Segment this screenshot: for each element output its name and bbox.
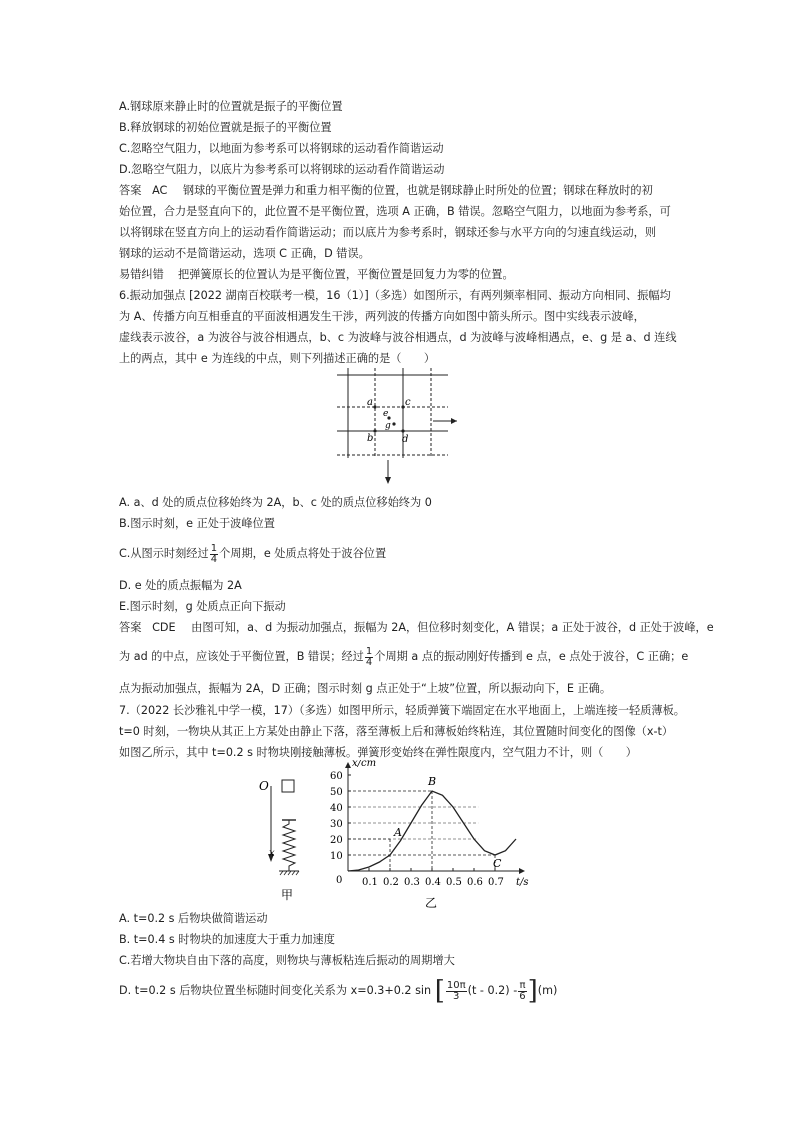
q5-mistake-line	[119, 268, 514, 282]
x-tick-label: 0.4	[425, 877, 441, 888]
chart-layer	[330, 760, 529, 888]
q5-answer-label: 答案	[119, 184, 142, 197]
left-bracket: [	[434, 976, 445, 1006]
q6-explain-fraction	[365, 647, 373, 668]
q7-stem-1: 7.（2022 长沙雅礼中学一模，17）（多选）如图甲所示，轻质弹簧下端固定在水平地面上，上端连接一轻质薄板。	[119, 704, 685, 717]
point-label-C: C	[493, 857, 502, 870]
y-tick-label: 60	[330, 771, 343, 782]
q5-mistake-label: 易错纠错	[119, 268, 164, 281]
q7-option-d-num2: π	[519, 979, 526, 991]
q6-answer-line-1	[119, 621, 714, 635]
q6-stem-4: 上的两点，其中 e 为连线的中点，则下列描述正确的是（ ）	[119, 352, 436, 365]
q5-explain-2: 始位置，合力是竖直向下的，此位置不是平衡位置，选项 A 正确，B 错误。忽略空气阻力，以地面为参考系，可	[119, 205, 671, 218]
y-axis-label: x/cm	[352, 760, 377, 769]
ground-hatch	[280, 871, 299, 875]
point-g	[392, 422, 395, 425]
y-axis-arrow-icon	[345, 762, 351, 768]
q7-option-d-fraction-1	[446, 981, 467, 1002]
q6-explain-frac-den: 4	[365, 656, 373, 668]
arrow-right-icon	[451, 418, 457, 424]
figure-yi-xt-chart	[320, 760, 540, 910]
q7-option-d-fraction-2	[518, 981, 526, 1002]
q6-option-c	[119, 540, 386, 568]
point-b	[373, 429, 376, 432]
q6-explain-3: 点为振动加强点，振幅为 2A，D 正确；图示时刻 g 点正处于“上坡”位置，所以振动向下，E 正确。	[119, 682, 612, 695]
q7-option-b: B. t=0.4 s 时物块的加速度大于重力加速度	[119, 933, 335, 946]
point-d	[401, 429, 404, 432]
q6-option-c-frac-den: 4	[210, 553, 218, 565]
figure-jia-caption: 甲	[281, 888, 294, 902]
q7-stem-2: t=0 时刻，一物块从其正上方某处由静止下落，落至薄板上后和薄板始终粘连，其位置随时间变化的图像（x-t）	[119, 725, 674, 738]
point-a	[373, 405, 376, 408]
block-shape	[282, 780, 294, 792]
q6-answer-value: CDE	[152, 621, 176, 634]
arrow-down-icon	[385, 477, 391, 484]
q7-option-d-num: 10π	[446, 979, 466, 991]
x-tick-label: 0.1	[362, 877, 378, 888]
x-tick-label: 0.2	[383, 877, 399, 888]
q7-option-d	[119, 977, 557, 1005]
q5-answer-value: AC	[152, 184, 168, 197]
q6-stem-3: 虚线表示波谷，a 为波谷与波谷相遇点，b、c 为波峰与波谷相遇点，d 为波峰与波峰相遇点，e、g 是 a、d 连线	[119, 331, 677, 344]
x-tick-label: 0.5	[446, 877, 462, 888]
q5-option-d: D.忽略空气阻力，以底片为参考系可以将钢球的运动看作简谐运动	[119, 163, 445, 176]
x-tick-label: 0.3	[404, 877, 420, 888]
label-c: c	[405, 397, 411, 408]
q6-option-c-pre: C.从图示时刻经过	[119, 547, 209, 560]
q6-option-d: D. e 处的质点振幅为 2A	[119, 579, 242, 592]
q5-option-c: C.忽略空气阻力，以地面为参考系可以将钢球的运动看作简谐运动	[119, 142, 444, 155]
q7-option-d-pre: D. t=0.2 s 后物块位置坐标随时间变化关系为 x=0.3+0.2 sin	[119, 984, 432, 997]
q5-option-b: B.释放钢球的初始位置就是振子的平衡位置	[119, 121, 332, 134]
q6-explain-frac-num: 1	[365, 645, 373, 657]
q7-option-a: A. t=0.2 s 后物块做简谐运动	[119, 912, 268, 925]
origin-label: 0	[336, 875, 343, 886]
y-tick-label: 40	[330, 803, 343, 814]
q7-option-c: C.若增大物块自由下落的高度，则物块与薄板粘连后振动的周期增大	[119, 954, 455, 967]
x-axis-arrow-icon	[519, 868, 525, 874]
q7-option-d-den: 3	[453, 990, 460, 1002]
figure-jia-spring	[255, 772, 315, 907]
q5-mistake-text: 把弹簧原长的位置认为是平衡位置，平衡位置是回复力为零的位置。	[178, 268, 514, 281]
right-bracket: ]	[527, 976, 538, 1006]
q6-option-c-frac-num: 1	[210, 542, 218, 554]
q5-answer-line-1	[119, 184, 653, 198]
x-tick-label: 0.6	[467, 877, 483, 888]
y-tick-label: 30	[330, 819, 343, 830]
q6-explain-2-pre: 为 ad 的中点，应该处于平衡位置，B 错误；经过	[119, 650, 364, 663]
q6-option-b: B.图示时刻，e 正处于波峰位置	[119, 517, 275, 530]
point-label-B: B	[428, 775, 437, 788]
q6-explain-2	[119, 643, 688, 671]
q6-option-c-fraction	[210, 544, 218, 565]
q6-explain-1: 由图可知，a、d 为振动加强点，振幅为 2A，但位移时刻变化，A 错误；a 正处于波谷，d 正处于波峰，e	[191, 621, 714, 634]
x-axis-label: t/s	[516, 877, 529, 888]
x-axis-label: x	[269, 848, 275, 859]
q7-stem-3: 如图乙所示，其中 t=0.2 s 时物块刚接触薄板。弹簧形变始终在弹性限度内，空气阻力不计，则（ ）	[119, 746, 637, 759]
point-label-A: A	[394, 826, 402, 839]
label-a: a	[367, 397, 373, 408]
label-d: d	[402, 434, 409, 445]
label-b: b	[367, 433, 374, 444]
wave-interference-figure	[330, 368, 466, 486]
q6-stem-2: 为 A、传播方向互相垂直的平面波相遇发生干涉，两列波的传播方向如图中箭头所示。图中实线表示波峰，	[119, 310, 645, 323]
y-tick-label: 10	[330, 851, 343, 862]
q6-option-c-post: 个周期，e 处质点将处于波谷位置	[219, 547, 387, 560]
q5-option-a: A.钢球原来静止时的位置就是振子的平衡位置	[119, 100, 343, 113]
q6-explain-2-post: 个周期 a 点的振动刚好传播到 e 点，e 点处于波谷，C 正确；e	[374, 650, 689, 663]
y-tick-label: 50	[330, 787, 343, 798]
q5-explain-3: 以将钢球在竖直方向上的运动看作简谐运动；而以底片为参考系时，钢球还参与水平方向的匀速直线运动，则	[119, 226, 657, 239]
q7-option-d-den2: 6	[519, 990, 526, 1002]
spring-shape	[283, 820, 295, 871]
q6-option-e: E.图示时刻，g 处质点正向下振动	[119, 600, 286, 613]
x-tick-label: 0.7	[488, 877, 504, 888]
q6-option-a: A. a、d 处的质点位移始终为 2A，b、c 处的质点位移始终为 0	[119, 496, 432, 509]
q6-stem-1: 6.振动加强点 [2022 湖南百校联考一模，16（1）]（多选）如图所示，有两列频率相同、振动方向相同、振幅均	[119, 289, 671, 302]
label-e: e	[383, 409, 389, 419]
q7-option-d-mid: (t - 0.2) -	[467, 984, 518, 997]
q6-answer-label: 答案	[119, 621, 142, 634]
q7-option-d-unit: (m)	[537, 984, 558, 997]
origin-o-label: O	[259, 779, 269, 793]
figure-yi-caption: 乙	[425, 896, 438, 910]
label-g: g	[385, 421, 391, 431]
y-tick-label: 20	[330, 835, 343, 846]
q5-explain-4: 钢球的运动不是简谐运动，选项 C 正确，D 错误。	[119, 247, 370, 260]
q5-explain-1: 钢球的平衡位置是弹力和重力相平衡的位置，也就是钢球静止时所处的位置；钢球在释放时的初	[182, 184, 653, 197]
